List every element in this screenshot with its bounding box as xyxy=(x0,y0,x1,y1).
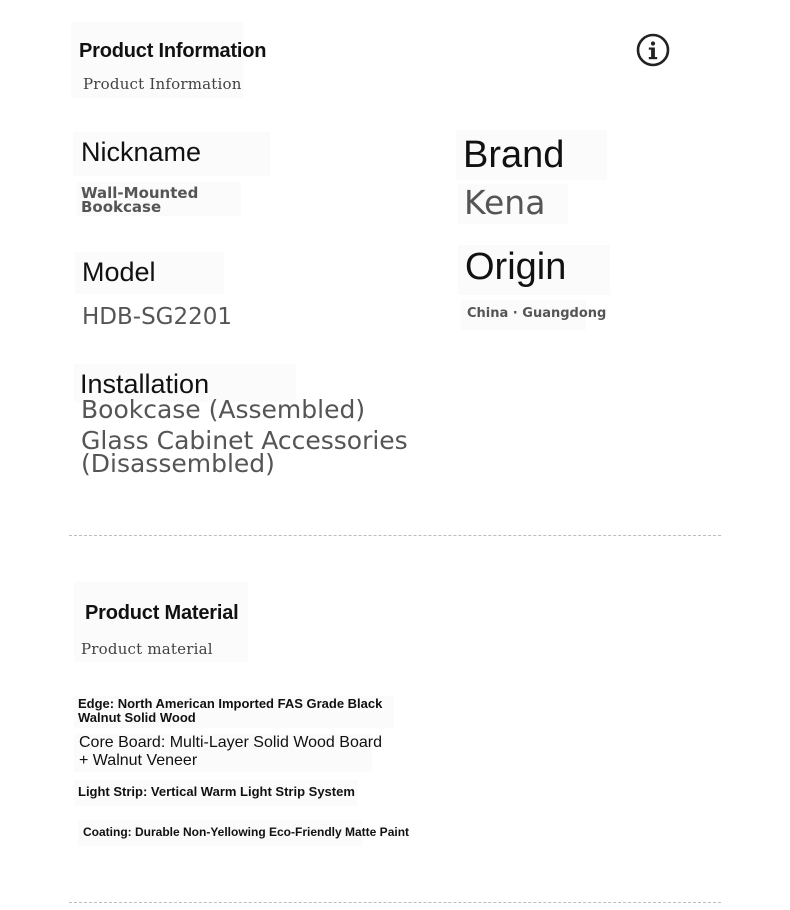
section-subtitle: Product Information xyxy=(83,75,242,93)
section-title: Product Information xyxy=(79,40,267,62)
material-item-light-strip: Light Strip: Vertical Warm Light Strip System xyxy=(78,784,355,799)
origin-value: China · Guangdong xyxy=(467,306,607,321)
material-item-core-line2: + Walnut Veneer xyxy=(79,752,198,769)
material-section-title: Product Material xyxy=(85,602,239,624)
installation-value-line3: (Disassembled) xyxy=(81,449,275,478)
installation-value-line2: Glass Cabinet Accessories xyxy=(81,426,408,455)
nickname-label: Nickname xyxy=(81,137,202,167)
brand-label: Brand xyxy=(463,134,565,176)
origin-label: Origin xyxy=(465,246,567,288)
material-item-core-line1: Core Board: Multi-Layer Solid Wood Board xyxy=(79,734,382,751)
material-section-subtitle: Product material xyxy=(81,640,213,658)
installation-label: Installation xyxy=(80,369,210,399)
section-divider xyxy=(69,535,721,536)
nickname-value-line2: Bookcase xyxy=(81,198,162,216)
material-item-edge-line2: Walnut Solid Wood xyxy=(78,710,196,725)
installation-value-line1: Bookcase (Assembled) xyxy=(81,395,366,424)
material-item-coating: Coating: Durable Non-Yellowing Eco-Friendly Matte Paint xyxy=(83,825,410,839)
nickname-value-line1: Wall-Mounted xyxy=(81,184,199,202)
section-divider-bottom xyxy=(69,902,721,903)
info-icon[interactable] xyxy=(636,33,670,67)
model-label: Model xyxy=(82,257,156,287)
brand-value: Kena xyxy=(464,183,546,222)
model-value: HDB-SG2201 xyxy=(82,304,233,330)
material-item-edge-line1: Edge: North American Imported FAS Grade Black xyxy=(78,696,383,711)
